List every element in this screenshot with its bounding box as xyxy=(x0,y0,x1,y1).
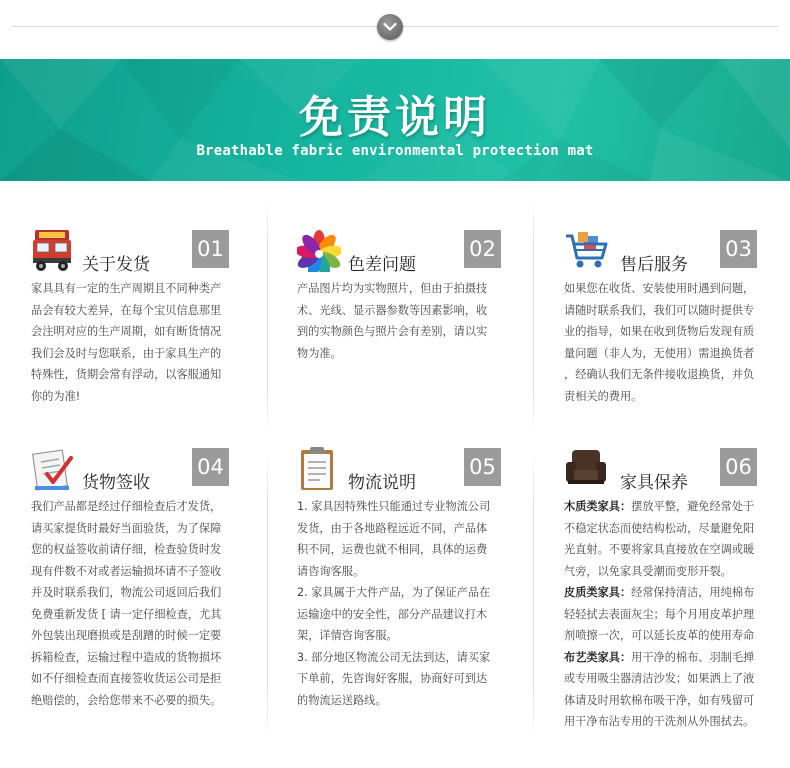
body-line: 下单前，先咨询好客服，协商好可到达 xyxy=(297,672,488,685)
body-line: 的物流运送路线。 xyxy=(297,693,387,707)
card-title: 物流说明 xyxy=(348,473,416,493)
body-line: 架，详情咨询客服。 xyxy=(297,629,398,642)
card-number-badge: 03 xyxy=(720,230,757,268)
card-body xyxy=(297,496,490,711)
card-number-badge: 02 xyxy=(464,230,501,268)
card-body xyxy=(564,278,754,407)
checklist-icon xyxy=(31,446,75,490)
body-line: 拆箱检查，运输过程中造成的货物损坏 xyxy=(31,650,222,664)
card-title: 售后服务 xyxy=(620,255,688,275)
chevron-down-button[interactable] xyxy=(377,14,403,40)
body-line: 请随时联系我们，我们可以随时提供专 xyxy=(564,303,755,317)
body-line: 产品图片均为实物照片，但由于拍摄技 xyxy=(297,282,488,295)
body-line: 2. 家具属于大件产品，为了保证产品在 xyxy=(297,586,491,599)
body-line: ，经确认我们无条件接收退换货，并负 xyxy=(564,368,755,381)
card-number-badge: 05 xyxy=(464,448,501,486)
card-body xyxy=(297,278,487,364)
body-line: 木质类家具：摆放平整，避免经常处于 xyxy=(564,500,755,513)
body-line: 皮质类家具：经常保持清洁，用纯棉布 xyxy=(564,586,755,599)
body-line: 如果您在收货、安装使用时遇到问题， xyxy=(564,282,755,295)
banner-title: 免责说明 xyxy=(299,92,491,143)
color-wheel-icon xyxy=(297,228,341,272)
body-line: 布艺类家具：用干净的棉布、羽制毛掸 xyxy=(564,650,755,664)
category-label: 木质类家具： xyxy=(564,500,632,513)
card-number-badge: 01 xyxy=(192,230,229,268)
body-line: 3. 部分地区物流公司无法到达，请买家 xyxy=(297,650,491,664)
category-label: 皮质类家具： xyxy=(564,586,632,599)
card-body xyxy=(31,496,221,711)
body-line: 术、光线、显示器参数等因素影响，收 xyxy=(297,303,488,317)
body-line: 物为准。 xyxy=(297,346,342,360)
body-line: 体请及时用软棉布吸干净，如有残留可 xyxy=(564,693,755,707)
body-line: 剂喷擦一次，可以延长皮革的使用寿命 xyxy=(564,629,755,642)
body-line: 到的实物颜色与照片会有差别，请以实 xyxy=(297,325,488,338)
body-line: 请咨询客服。 xyxy=(297,564,365,578)
card-body xyxy=(564,496,754,733)
body-line: 业的指导，如果在收到货物后发现有质 xyxy=(564,325,755,338)
body-line: 积不同，运费也就不相同，具体的运费 xyxy=(297,543,488,556)
armchair-icon xyxy=(564,446,608,490)
card-body xyxy=(31,278,221,407)
body-line: 请买家提货时最好当面验货，为了保障 xyxy=(31,521,222,535)
column-divider xyxy=(267,200,268,435)
card-title: 关于发货 xyxy=(82,255,150,275)
body-line: 我们会及时与您联系，由于家具生产的 xyxy=(31,346,222,360)
body-line: 光直射。不要将家具直接放在空调或暖 xyxy=(564,543,755,556)
body-line: 现有件数不对或者运输损坏请不子签收 xyxy=(31,564,222,578)
body-line: 我们产品都是经过仔细检查后才发货， xyxy=(31,500,222,513)
column-divider xyxy=(267,450,268,740)
body-line: 用干净布沾专用的干洗剂从外围拭去。 xyxy=(564,715,755,728)
body-line: 不稳定状态而使结构松动，尽量避免阳 xyxy=(564,521,755,535)
body-line: 责相关的费用。 xyxy=(564,389,643,403)
body-line: 1. 家具因特殊性只能通过专业物流公司 xyxy=(297,500,491,513)
column-divider xyxy=(533,200,534,435)
card-number-badge: 04 xyxy=(192,448,229,486)
body-line: 运输途中的安全性，部分产品建议打木 xyxy=(297,607,488,621)
body-line: 如不仔细检查而直接签收货运公司是拒 xyxy=(31,672,222,685)
card-title: 货物签收 xyxy=(82,473,150,493)
clipboard-icon xyxy=(297,446,341,490)
body-line: 品会有较大差异，在每个宝贝信息那里 xyxy=(31,303,222,317)
body-line: 你的为准! xyxy=(31,389,81,403)
body-line: 家具具有一定的生产周期且不同种类产 xyxy=(31,282,222,295)
body-line: 外包装出现磨损或是刮蹭的时候一定要 xyxy=(31,629,222,642)
body-line: 或专用吸尘器清洁沙发；如果洒上了液 xyxy=(564,672,755,685)
body-line: 气旁，以免家具受潮而变形开裂。 xyxy=(564,564,732,578)
card-title: 家具保养 xyxy=(620,473,688,493)
shopping-cart-icon xyxy=(564,228,608,272)
body-line: 您的权益签收前请仔细，检查验货时发 xyxy=(31,543,222,556)
delivery-truck-icon xyxy=(31,228,75,272)
banner-subtitle: Breathable fabric environmental protection mat xyxy=(196,143,594,159)
body-line: 特殊性，货期会常有浮动，以客服通知 xyxy=(31,368,222,381)
body-line: 发货，由于各地路程远近不同，产品体 xyxy=(297,521,488,535)
card-title: 色差问题 xyxy=(348,255,416,275)
body-line: 轻轻拭去表面灰尘；每个月用皮革护理 xyxy=(564,607,755,621)
body-line: 会注明对应的生产周期，如有断货情况 xyxy=(31,325,222,338)
column-divider xyxy=(533,450,534,740)
body-line: 免费重新发货 [ 请一定仔细检查，尤其 xyxy=(31,607,222,621)
body-line: 并及时联系我们，物流公司返回后我们 xyxy=(31,586,222,599)
card-number-badge: 06 xyxy=(720,448,757,486)
header-banner xyxy=(0,59,790,181)
body-line: 绝赔偿的，会给您带来不必要的损失。 xyxy=(31,693,222,707)
chevron-down-icon xyxy=(383,22,397,32)
body-line: 量问题（非人为，无使用）需退换货者 xyxy=(564,346,755,360)
category-label: 布艺类家具： xyxy=(564,650,632,664)
